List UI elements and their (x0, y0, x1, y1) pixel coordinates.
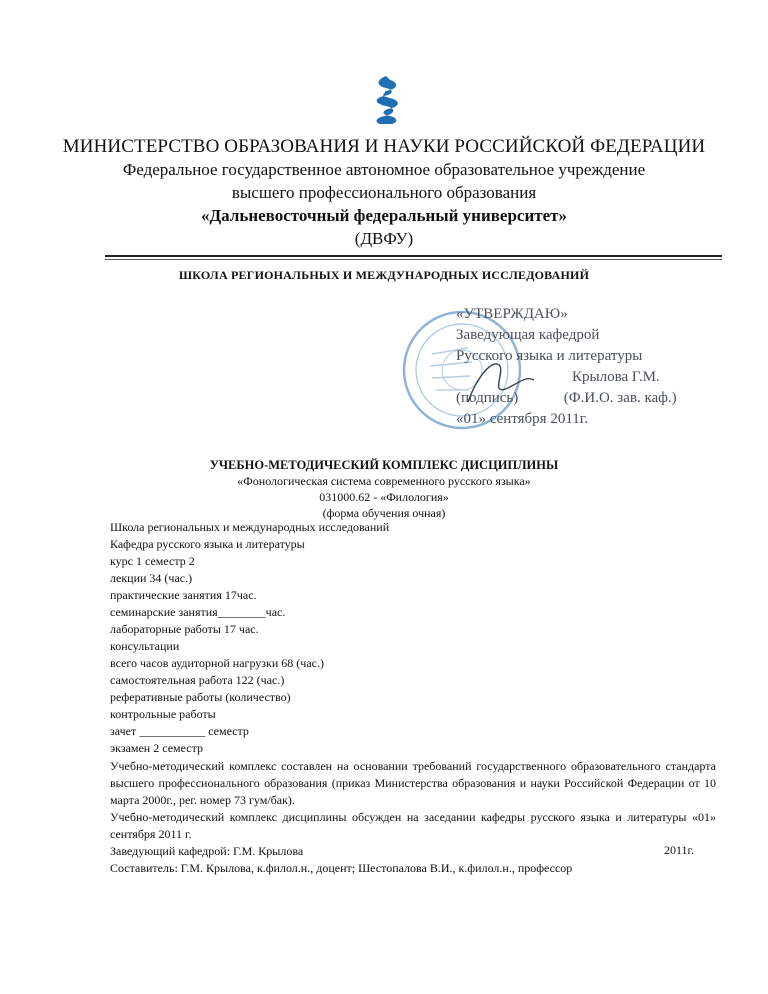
header-rule-thin (105, 259, 722, 260)
authors-line: Составитель: Г.М. Крылова, к.филол.н., доцент; Шестопалова В.И., к.филол.н., профессор (110, 861, 573, 875)
fact-line: экзамен 2 семестр (110, 741, 203, 755)
fact-line: семинарские занятия________час. (110, 605, 286, 619)
fact-line: курс 1 семестр 2 (110, 554, 195, 568)
ministry-title: МИНИСТЕРСТВО ОБРАЗОВАНИЯ И НАУКИ РОССИЙСКОЙ ФЕДЕРАЦИИ (62, 136, 706, 157)
approval-name: Крылова Г.М. (572, 369, 660, 385)
approval-block (456, 304, 677, 430)
discussion-paragraph: Учебно-методический комплекс дисциплины обсужден на заседании кафедры русского языка и литературы «01» сентября 2011 г. (110, 810, 716, 841)
approval-department: Русского языка и литературы (456, 348, 643, 364)
fio-label: (Ф.И.О. зав. каф.) (563, 390, 677, 406)
institution-line-2: высшего профессионального образования (231, 183, 537, 202)
approval-signature-row (456, 388, 677, 409)
document-year: 2011г. (664, 843, 695, 857)
complex-title: УЧЕБНО-МЕТОДИЧЕСКИЙ КОМПЛЕКС ДИСЦИПЛИНЫ (209, 458, 559, 472)
course-facts (110, 519, 389, 757)
approval-date: «01» сентября 2011г. (456, 411, 588, 427)
signature-label: (подпись) (456, 390, 519, 406)
fact-line: практические занятия 17час. (110, 588, 257, 602)
fact-line: самостоятельная работа 122 (час.) (110, 673, 285, 687)
fact-line: Школа региональных и международных исследований (110, 520, 390, 534)
fact-line: реферативные работы (количество) (110, 690, 291, 704)
fact-line: зачет ___________ семестр (110, 724, 249, 738)
approval-title: «УТВЕРЖДАЮ» (456, 306, 568, 322)
fact-line: лекции 34 (час.) (110, 571, 193, 585)
specialty-code: 031000.62 - «Филология» (319, 490, 449, 504)
approval-position: Заведующая кафедрой (456, 327, 600, 343)
school-name: ШКОЛА РЕГИОНАЛЬНЫХ И МЕЖДУНАРОДНЫХ ИССЛЕДОВАНИЙ (178, 268, 590, 282)
basis-paragraph: Учебно-методический комплекс составлен на основании требований государственного образовательного стандарта высшего профессионального образования (приказ Министерства образования и науки Российской Федерации от 10 марта 2000г., рег. номер 73 гум/бак). (110, 759, 716, 807)
discipline-name: «Фонологическая система современного русского языка» (237, 474, 531, 488)
fact-line: лабораторные работы 17 час. (110, 622, 259, 636)
institution-line-1: Федеральное государственное автономное образовательное учреждение (122, 160, 646, 179)
fact-line: Кафедра русского языка и литературы (110, 537, 305, 551)
university-abbreviation: (ДВФУ) (354, 229, 414, 248)
fact-line: контрольные работы (110, 707, 216, 721)
header-rule-thick (105, 255, 722, 257)
university-name: «Дальневосточный федеральный университет» (200, 206, 568, 225)
university-logo (364, 74, 406, 126)
fact-line: всего часов аудиторной нагрузки 68 (час.) (110, 656, 324, 670)
head-of-department: Заведующий кафедрой: Г.М. Крылова (110, 844, 304, 858)
study-form: (форма обучения очная) (322, 506, 446, 520)
fact-line: консультации (110, 639, 180, 653)
